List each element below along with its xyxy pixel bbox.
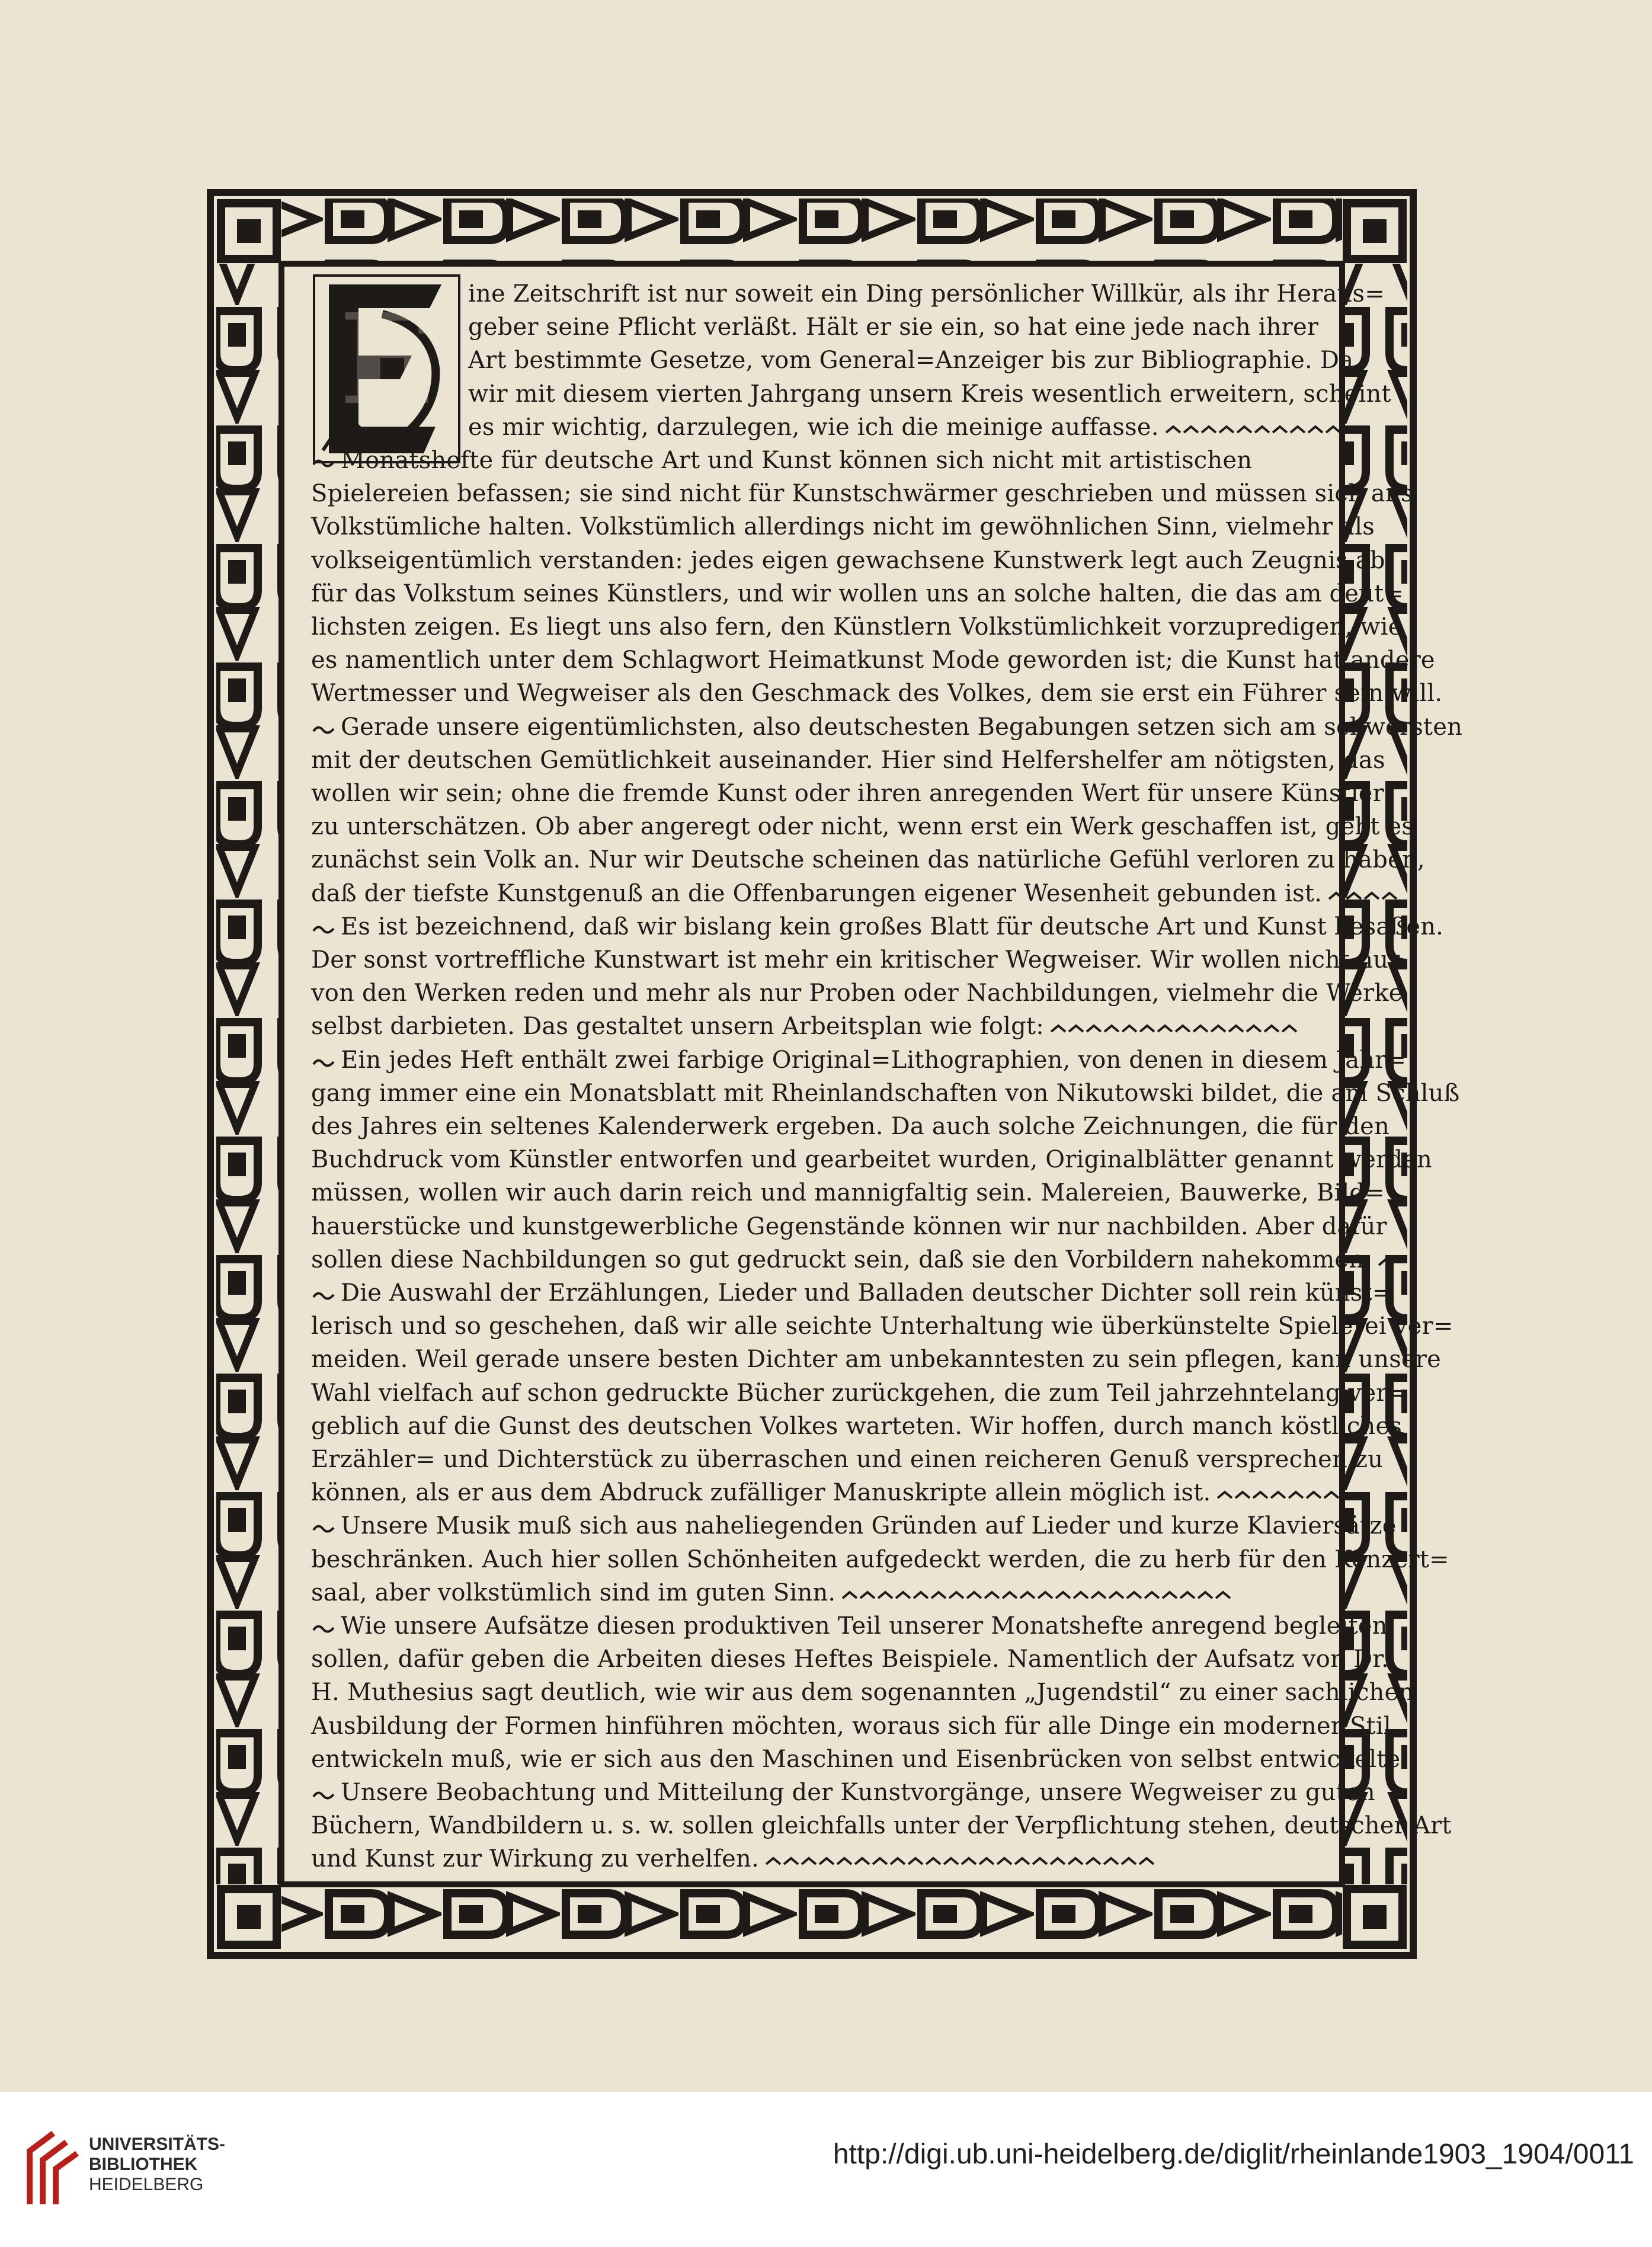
paragraph-mark-icon	[311, 1521, 341, 1535]
line-filler-ornament-icon	[765, 1854, 1156, 1868]
text-line	[311, 1710, 1391, 1743]
article-text	[311, 273, 1463, 1873]
text-line-content: Erzähler= und Dichterstück zu überraschen und einen reicheren Genuß versprechen zu	[311, 1446, 1384, 1473]
text-line	[311, 777, 1385, 810]
text-line-content: geblich auf die Gunst des deutschen Volkes warteten. Wir hoffen, durch manch köstliches	[311, 1412, 1403, 1440]
paragraph-mark-icon	[311, 722, 341, 736]
ornamental-frame	[204, 187, 1463, 1961]
text-line-content: Ein jedes Heft enthält zwei farbige Original=Lithographien, von denen in diesem Jahr=	[341, 1046, 1407, 1074]
text-line	[311, 1010, 1315, 1043]
text-line-content: Büchern, Wandbildern u. s. w. sollen gleichfalls unter der Verpflichtung stehen, deutscher Art	[311, 1812, 1452, 1840]
text-line-content: Buchdruck vom Künstler entworfen und gearbeitet wurden, Originalblätter genannt werden	[311, 1146, 1432, 1174]
text-line-content: wir mit diesem vierten Jahrgang unsern Kreis wesentlich erweitern, scheint	[468, 380, 1391, 408]
text-line-content: sollen diese Nachbildungen so gut gedruckt sein, daß sie den Vorbildern nahekommen.	[311, 1246, 1372, 1273]
text-line	[311, 1143, 1432, 1176]
text-line	[311, 877, 1323, 910]
text-line-content: Art bestimmte Gesetze, vom General=Anzeiger bis zur Bibliographie. Da	[468, 347, 1354, 375]
text-line-content: entwickeln muß, wie er sich aus den Maschinen und Eisenbrücken von selbst entwickelte.	[311, 1745, 1408, 1773]
text-line-content: müssen, wollen wir auch darin reich und mannigfaltig sein. Malereien, Bauwerke, Bild=	[311, 1179, 1385, 1207]
text-line-content: können, als er aus dem Abdruck zufälliger Manuskripte allein möglich ist.	[311, 1479, 1211, 1507]
text-line	[311, 710, 1463, 744]
text-line-content: Unsere Musik muß sich aus naheliegenden Gründen auf Lieder und kurze Klaviersätze	[341, 1512, 1397, 1540]
text-line-content: und Kunst zur Wirkung zu verhelfen.	[311, 1845, 759, 1873]
line-filler-ornament-icon	[1378, 1254, 1395, 1269]
text-line	[468, 377, 1391, 411]
svg-text:E: E	[339, 286, 435, 433]
text-line-content: Wertmesser und Wegweiser als den Geschmack des Volkes, dem sie erst ein Führer sein will.	[311, 680, 1443, 708]
source-url: http://digi.ub.uni-heidelberg.de/diglit/rheinlande1903_1904/0011	[833, 2139, 1634, 2170]
text-line	[311, 1643, 1390, 1676]
text-line-content: beschränken. Auch hier sollen Schönheiten aufgedeckt werden, die zu herb für den Konzert=	[311, 1545, 1449, 1573]
text-line-content: lerisch und so geschehen, daß wir alle seichte Unterhaltung wie überkünstelte Spielerei ver=	[311, 1313, 1453, 1340]
text-line-content: des Jahres ein seltenes Kalenderwerk ergeben. Da auch solche Zeichnungen, die für den	[311, 1113, 1390, 1140]
text-line-content: wollen wir sein; ohne die fremde Kunst oder ihren anregenden Wert für unsere Künstler	[311, 780, 1385, 807]
text-line-content: geber seine Pflicht verläßt. Hält er sie ein, so hat eine jede nach ihrer	[468, 313, 1319, 341]
text-line-content: sollen, dafür geben die Arbeiten dieses Heftes Beispiele. Namentlich der Aufsatz von Dr.	[311, 1646, 1390, 1673]
text-line-content: Der sonst vortreffliche Kunstwart ist mehr ein kritischer Wegweiser. Wir wollen nicht nur	[311, 946, 1400, 974]
paragraph-mark-icon	[311, 1787, 341, 1801]
text-line-content: Gerade unsere eigentümlichsten, also deutschesten Begabungen setzen sich am schwersten	[341, 713, 1463, 741]
text-line-content: H. Muthesius sagt deutlich, wie wir aus dem sogenannten „Jugendstil“ zu einer sachlichen	[311, 1679, 1414, 1707]
text-line-content: saal, aber volkstümlich sind im guten Sinn.	[311, 1579, 836, 1606]
text-line	[311, 1576, 1315, 1609]
library-logo-icon	[24, 2127, 81, 2210]
text-line	[311, 1776, 1375, 1809]
text-line	[311, 744, 1385, 777]
text-line-content: gang immer eine ein Monatsblatt mit Rheinlandschaften von Nikutowski bildet, die am Schluß	[311, 1079, 1460, 1107]
text-line	[311, 1809, 1452, 1842]
paragraph-mark-icon	[311, 455, 341, 469]
text-line-content: mit der deutschen Gemütlichkeit auseinander. Hier sind Helfershelfer am nötigsten, das	[311, 746, 1385, 774]
text-line	[311, 1743, 1408, 1776]
paragraph-mark-icon	[311, 921, 341, 936]
text-line-content: daß der tiefste Kunstgenuß an die Offenbarungen eigener Wesenheit gebunden ist.	[311, 879, 1323, 907]
paragraph-mark-icon	[311, 1621, 341, 1635]
text-line	[311, 644, 1435, 677]
line-filler-ornament-icon	[841, 1587, 1232, 1602]
text-line	[311, 1276, 1392, 1310]
text-line	[311, 1410, 1403, 1443]
text-line-content: es mir wichtig, darzulegen, wie ich die meinige auffasse.	[468, 413, 1159, 441]
text-line	[311, 1509, 1397, 1542]
library-name: UNIVERSITÄTS- BIBLIOTHEK HEIDELBERG	[89, 2134, 226, 2194]
library-footer	[0, 2092, 1652, 2247]
text-line-content: Die Auswahl der Erzählungen, Lieder und Balladen deutscher Dichter soll rein künst=	[341, 1279, 1392, 1307]
text-line-content: Wie unsere Aufsätze diesen produktiven Teil unserer Monatshefte anregend begleiten	[341, 1612, 1388, 1640]
text-line-content: Spielereien befassen; sie sind nicht für Kunstschwärmer geschrieben und müssen sich ans	[311, 480, 1413, 508]
text-line	[311, 444, 1315, 477]
text-line-content: für das Volkstum seines Künstlers, und wir wollen uns an solche halten, die das am deut=	[311, 580, 1404, 607]
text-line	[468, 277, 1385, 311]
text-line	[311, 1842, 1315, 1875]
text-line	[311, 544, 1385, 577]
text-line-content: Ausbildung der Formen hinführen möchten, woraus sich für alle Dinge ein moderner Stil	[311, 1712, 1391, 1740]
text-line-content: ine Zeitschrift ist nur soweit ein Ding persönlicher Willkür, als ihr Heraus=	[468, 280, 1385, 308]
text-line	[311, 1443, 1384, 1476]
text-line-content: Es ist bezeichnend, daß wir bislang kein großes Blatt für deutsche Art und Kunst besaßen.	[341, 913, 1444, 940]
text-line-content: hauerstücke und kunstgewerbliche Gegenstände können wir nur nachbilden. Aber dafür	[311, 1212, 1387, 1240]
text-line	[311, 1044, 1407, 1077]
text-line	[311, 943, 1400, 977]
text-line	[311, 1110, 1390, 1143]
text-line	[311, 477, 1413, 510]
paragraph-mark-icon	[311, 1288, 341, 1302]
line-filler-ornament-icon	[1165, 422, 1343, 436]
text-line	[311, 1609, 1388, 1643]
text-line-content: Monatshefte für deutsche Art und Kunst können sich nicht mit artistischen	[341, 447, 1253, 474]
text-line-content: Unsere Beobachtung und Mitteilung der Kunstvorgänge, unsere Wegweiser zu guten	[341, 1779, 1375, 1806]
line-filler-ornament-icon	[1050, 1021, 1299, 1035]
text-line-content: Volkstümliche halten. Volkstümlich allerdings nicht im gewöhnlichen Sinn, vielmehr als	[311, 513, 1375, 541]
text-line	[468, 411, 1315, 444]
text-line	[311, 1377, 1408, 1410]
decorative-initial-e	[311, 273, 462, 465]
text-line	[311, 1543, 1449, 1576]
text-line	[311, 977, 1403, 1010]
text-line	[311, 1176, 1385, 1209]
text-line	[311, 677, 1443, 710]
text-line	[311, 1210, 1387, 1243]
text-line	[311, 843, 1425, 876]
text-line	[311, 510, 1375, 543]
text-line	[468, 344, 1354, 377]
text-line	[311, 1077, 1460, 1110]
text-line-content: lichsten zeigen. Es liegt uns also fern, den Künstlern Volkstümlichkeit vorzupredigen, wie	[311, 613, 1403, 641]
text-line-content: von den Werken reden und mehr als nur Proben oder Nachbildungen, vielmehr die Werke	[311, 980, 1403, 1007]
text-line-content: es namentlich unter dem Schlagwort Heimatkunst Mode geworden ist; die Kunst hat andere	[311, 646, 1435, 674]
text-line	[311, 577, 1404, 610]
line-filler-ornament-icon	[1216, 1487, 1341, 1502]
text-line-content: zu unterschätzen. Ob aber angeregt oder nicht, wenn erst ein Werk geschaffen ist, geht es	[311, 813, 1414, 841]
text-line	[311, 610, 1403, 644]
text-line	[311, 910, 1444, 943]
text-line	[468, 311, 1319, 344]
text-line-content: Wahl vielfach auf schon gedruckte Bücher zurückgehen, die zum Teil jahrzehntelang ver=	[311, 1379, 1408, 1407]
text-line	[311, 1476, 1315, 1509]
text-line-content: selbst darbieten. Das gestaltet unsern Arbeitsplan wie folgt:	[311, 1013, 1044, 1041]
text-line	[311, 810, 1414, 843]
text-line-content: volkseigentümlich verstanden: jedes eigen gewachsene Kunstwerk legt auch Zeugnis ab	[311, 546, 1385, 574]
text-line-content: meiden. Weil gerade unsere besten Dichter am unbekanntesten zu sein pflegen, kann unsere	[311, 1346, 1441, 1374]
text-line	[311, 1343, 1441, 1376]
text-line-content: zunächst sein Volk an. Nur wir Deutsche scheinen das natürliche Gefühl verloren zu haben,	[311, 846, 1425, 874]
line-filler-ornament-icon	[1328, 888, 1399, 902]
text-line	[311, 1310, 1453, 1343]
paragraph-mark-icon	[311, 1055, 341, 1069]
text-line	[311, 1676, 1414, 1709]
text-line	[311, 1243, 1372, 1276]
